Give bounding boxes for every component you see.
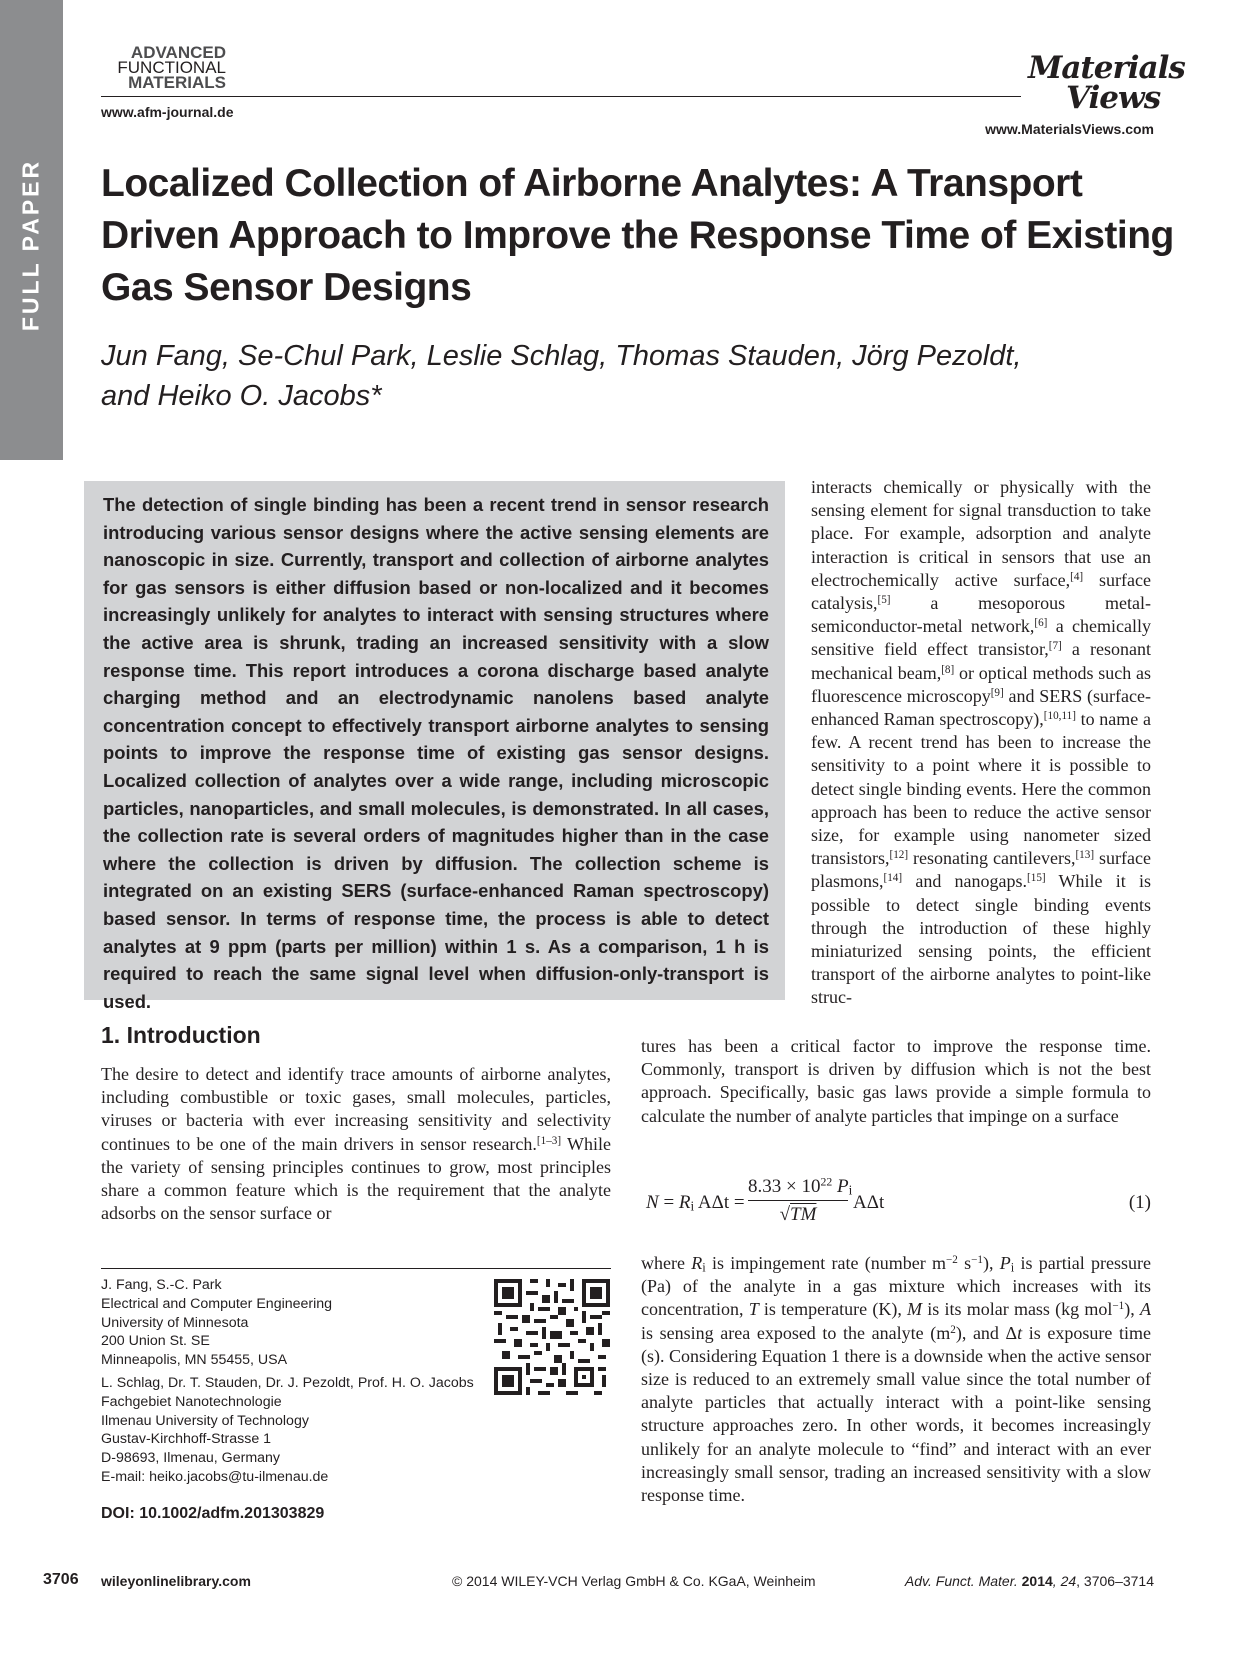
text-run: is exposure time (s). Considering Equation 1 there is a downside when the active sensor size is reduced to an extremely small value since the total number of analyte particles that actually interact with a point-like sensing structure approaches zero. In other words, it becomes increasingly unlikely for an analyte molecule to “find” and interact with an ever increasingly small sensor, trading an increased sensitivity with a slow response time.: [641, 1322, 1151, 1506]
journal-logo-line: MATERIALS: [128, 73, 226, 92]
publisher-logo-line: Materials: [1028, 50, 1185, 86]
eq-symbol: t: [1017, 1322, 1023, 1343]
citation-year: 2014: [1021, 1573, 1053, 1589]
eq-term: 8.33 × 10: [748, 1176, 821, 1197]
citation-pages: , 3706–3714: [1076, 1573, 1154, 1589]
eq-term: TM: [790, 1204, 817, 1225]
intro-right-middle: tures has been a critical factor to improve the response time. Commonly, transport is driven by diffusion which is not the best approach. Specifically, basic gas laws provide a simple formula to calculate the number of analyte particles that impinge on a surface: [641, 1036, 1151, 1126]
citation[interactable]: [9]: [990, 686, 1004, 699]
eq-subscript: i: [702, 1260, 706, 1275]
citation-volume: 24: [1060, 1573, 1077, 1589]
qr-code-icon[interactable]: [494, 1279, 610, 1395]
eq-symbol: P: [999, 1253, 1011, 1273]
journal-logo-line: FUNCTIONAL: [117, 58, 226, 77]
text-run: surface plasmons,: [811, 848, 1151, 892]
intro-left: [101, 1063, 611, 1225]
text-run: While the variety of sensing principles continues to grow, most principles share a common feature which is the requirement that the analyte adsorbs on the sensor surface or: [101, 1133, 612, 1224]
equation-numerator: [748, 1175, 853, 1201]
section-side-tab: [0, 0, 63, 460]
eq-superscript: 2: [950, 1323, 956, 1336]
affiliation-line: Fachgebiet Nanotechnologie: [101, 1393, 282, 1410]
text-run: ),: [982, 1253, 1000, 1273]
eq-superscript: −1: [971, 1253, 983, 1266]
text-run: s: [957, 1253, 972, 1273]
author-line: Jun Fang, Se-Chul Park, Leslie Schlag, Thomas Stauden, Jörg Pezoldt,: [101, 340, 1022, 372]
eq-symbol: A: [1139, 1299, 1151, 1320]
citation[interactable]: [4]: [1070, 570, 1084, 583]
citation[interactable]: [15]: [1027, 872, 1046, 885]
text-run: surface catalysis,: [811, 569, 1152, 614]
affiliation-line: University of Minnesota: [101, 1314, 249, 1331]
publisher-url[interactable]: www.MaterialsViews.com: [985, 121, 1154, 137]
text-run: interacts chemically or physically with the sensing element for signal transduction to take place. For example, adsorption and analyte interaction is critical in sensors that use an electrochemically active surface,: [811, 477, 1151, 590]
eq-superscript: −1: [1112, 1300, 1125, 1313]
side-tab-label: FULL PAPER: [17, 158, 44, 332]
header-rule: [101, 96, 1021, 97]
affiliation-line: 200 Union St. SE: [101, 1333, 210, 1350]
eq-symbol: N: [646, 1192, 659, 1213]
citation[interactable]: [7]: [1048, 640, 1062, 653]
text-run: a resonant mechanical beam,: [811, 639, 1151, 683]
journal-url[interactable]: www.afm-journal.de: [101, 104, 234, 120]
citation[interactable]: [6]: [1034, 617, 1048, 630]
page-number: 3706: [43, 1571, 79, 1588]
abstract-text: The detection of single binding has been a recent trend in sensor research introducing various sensor designs where the active sensing elements are nanoscopic in size. Currently, transport and collection of airborne analytes for gas sensors is either diffusion based or non-localized and it becomes increasingly unlikely for analytes to interact with sensing structures where the active area is shrunk, trading an increased sensitivity with a slow response time. This report introduces a corona discharge based analyte charging method and an electrodynamic nanolens based analyte concentration concept to effectively transport airborne analytes to sensing points to improve the response time of existing gas sensor designs. Localized collection of analytes over a wide range, including microscopic particles, nanoparticles, and small molecules, is demonstrated. In all cases, the collection rate is several orders of magnitudes higher than in the case where the collection is driven by diffusion. The collection scheme is integrated on an existing SERS (surface-enhanced Raman spectroscopy) based sensor. In terms of response time, the process is able to detect analytes at 9 ppm (parts per million) within 1 s. As a comparison, 1 h is required to reach the same signal level when diffusion-only-transport is used.: [103, 494, 769, 1012]
affiliation-line: D-98693, Ilmenau, Germany: [101, 1450, 281, 1467]
paper-title: Localized Collection of Airborne Analytes: A Transport Driven Approach to Improve the Response Time of Existing Gas Sensor Designs: [101, 162, 1174, 309]
eq-symbol: R: [678, 1192, 691, 1213]
eq-operator: =: [658, 1192, 679, 1213]
equation-number: (1): [1128, 1192, 1151, 1213]
text-run: is its molar mass (kg mol: [922, 1299, 1113, 1320]
publisher-logo: [1022, 50, 1185, 122]
text-run: The desire to detect and identify trace amounts of airborne analytes, including combustible or toxic gases, small molecules, particles, viruses or bacteria with ever increasing sensitivity and selectivity continues to be one of the main drivers in sensor research.: [101, 1064, 611, 1154]
equation-rhs: AΔt: [853, 1192, 885, 1213]
eq-subscript: i: [690, 1198, 695, 1214]
text-run: is impingement rate (number m: [705, 1253, 946, 1273]
footer-citation: Adv. Funct. Mater. 2014, 24, 3706–3714: [904, 1573, 1154, 1589]
publisher-logo-line: Views: [1066, 80, 1161, 116]
eq-superscript: −2: [945, 1253, 958, 1266]
citation[interactable]: [5]: [877, 593, 891, 606]
intro-right-top: [811, 476, 1151, 1010]
text-run: While it is possible to detect single binding events through the introduction of these highly miniaturized sensing points, the efficient transport of the airborne analytes to point-like struc-: [811, 871, 1151, 1008]
eq-superscript: 22: [820, 1175, 833, 1189]
affiliation-line: Ilmenau University of Technology: [101, 1412, 309, 1429]
section-heading: 1. Introduction: [101, 1022, 261, 1048]
journal-logo: [101, 45, 226, 90]
affiliation-line: Gustav-Kirchhoff-Strasse 1: [101, 1431, 272, 1448]
text-run: resonating cantilevers,: [908, 848, 1076, 869]
citation[interactable]: [1–3]: [536, 1134, 562, 1147]
text-run: or optical methods such as fluorescence microscopy: [811, 662, 1151, 706]
citation[interactable]: [10,11]: [1043, 709, 1076, 722]
affiliations: [101, 1276, 501, 1487]
eq-symbol: T: [748, 1299, 759, 1320]
eq-symbol: M: [907, 1299, 923, 1320]
author-list: [101, 336, 1141, 416]
citation[interactable]: [14]: [883, 872, 903, 885]
contact-email[interactable]: E-mail: heiko.jacobs@tu-ilmenau.de: [101, 1468, 329, 1485]
intro-right-bottom: [641, 1252, 1151, 1507]
equation-fraction: [748, 1175, 853, 1226]
affiliation-line: J. Fang, S.-C. Park: [101, 1277, 222, 1293]
affiliation-line: L. Schlag, Dr. T. Stauden, Dr. J. Pezoldt, Prof. H. O. Jacobs: [101, 1374, 474, 1391]
doi[interactable]: DOI: 10.1002/adfm.201303829: [101, 1505, 325, 1522]
citation[interactable]: [13]: [1075, 849, 1095, 862]
citation[interactable]: [12]: [889, 849, 909, 862]
equation-lhs: [646, 1192, 745, 1214]
equation-denominator: √TM: [779, 1204, 817, 1225]
citation[interactable]: [8]: [941, 663, 955, 676]
text-run: is partial pressure (Pa) of the analyte in a gas mixture which increases with its concentration,: [641, 1253, 1151, 1320]
footer-site[interactable]: wileyonlinelibrary.com: [101, 1573, 251, 1589]
text-run: and SERS (surface-enhanced Raman spectroscopy),: [811, 685, 1151, 730]
text-run: is temperature (K),: [758, 1299, 908, 1320]
text-run: a chemically sensitive field effect transistor,: [811, 616, 1151, 660]
text-run: and nanogaps.: [902, 871, 1028, 892]
journal-logo-line: ADVANCED: [130, 43, 226, 62]
eq-term: AΔt =: [694, 1192, 745, 1213]
text-run: is sensing area exposed to the analyte (m: [641, 1322, 951, 1343]
eq-subscript: i: [1010, 1260, 1015, 1275]
text-run: where: [641, 1253, 692, 1273]
text-run: a mesoporous metal-semiconductor-metal network,: [811, 593, 1151, 637]
journal-abbrev: Adv. Funct. Mater.: [904, 1573, 1018, 1589]
eq-symbol: P: [832, 1176, 849, 1197]
affiliation-group-2: [101, 1374, 501, 1487]
affiliation-line: Minneapolis, MN 55455, USA: [101, 1352, 288, 1369]
equation-1: [641, 1175, 1151, 1235]
affiliation-line: Electrical and Computer Engineering: [101, 1295, 333, 1312]
text-run: to name a few. A recent trend has been to increase the sensitivity to a point where it is possible to detect single binding events. Here the common approach has been to reduce the active sensor size, for example using nanometer sized transistors,: [811, 709, 1151, 869]
footer-copyright: © 2014 WILEY-VCH Verlag GmbH & Co. KGaA, Weinheim: [452, 1573, 816, 1589]
eq-subscript: i: [848, 1182, 853, 1198]
footnote-rule: [101, 1268, 611, 1269]
author-line: and Heiko O. Jacobs*: [101, 380, 382, 412]
affiliation-group-1: [101, 1276, 501, 1370]
text-run: ), and Δ: [955, 1322, 1018, 1343]
text-run: ),: [1124, 1299, 1140, 1320]
eq-symbol: R: [691, 1253, 703, 1273]
